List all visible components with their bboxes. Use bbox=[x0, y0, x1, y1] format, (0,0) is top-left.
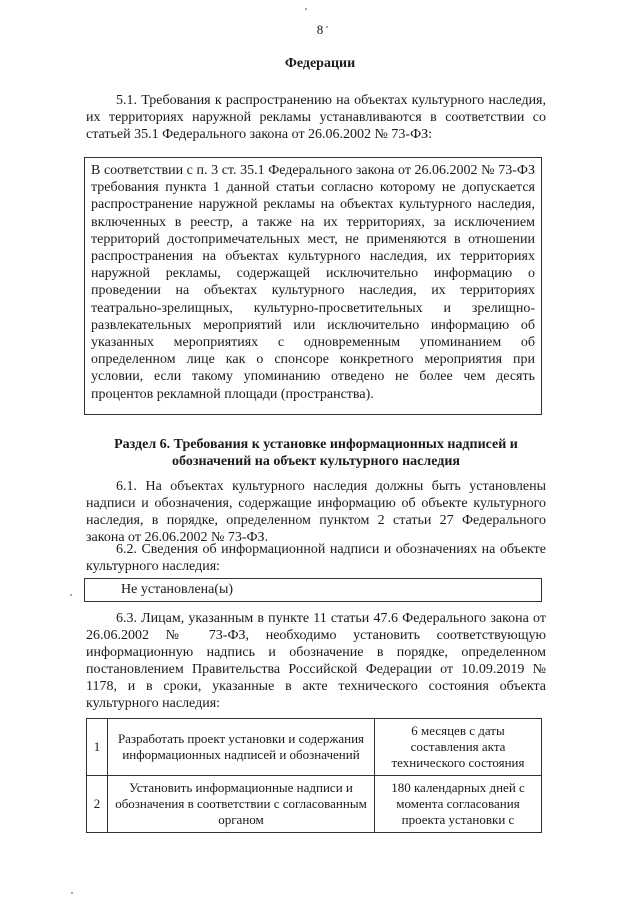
row-deadline: 180 календарных дней с момента согласования проекта установки с bbox=[375, 776, 542, 833]
paragraph-6-1-text: 6.1. На объектах культурного наследия должны быть установлены надписи и обозначения, содержащие информацию об объекте культурного наследия, в порядке, определенном пунктом 2 статьи 27 Федерального закона от 26.06.2002 № 73-ФЗ. bbox=[86, 479, 546, 545]
paragraph-6-2 bbox=[86, 541, 546, 575]
paragraph-5-1 bbox=[86, 92, 546, 143]
row-deadline: 6 месяцев с даты составления акта технического состояния bbox=[375, 719, 542, 776]
scan-speck bbox=[305, 8, 307, 10]
row-number: 2 bbox=[87, 776, 108, 833]
table-row bbox=[87, 719, 542, 776]
actions-table bbox=[86, 718, 542, 833]
page-number: 8 bbox=[316, 22, 324, 37]
row-task: Разработать проект установки и содержания информационных надписей и обозначений bbox=[108, 719, 375, 776]
status-box: Не установлена(ы) bbox=[84, 578, 542, 602]
paragraph-6-3-text: 6.3. Лицам, указанным в пункте 11 статьи 47.6 Федерального закона от 26.06.2002 № 73-ФЗ, необходимо установить соответствующую информационную надпись и обозначение в порядке, определенном постановлением Правительства Российской Федерации от 10.09.2019 № 1178, и в сроки, указанные в акте технического состояния объекта культурного наследия: bbox=[86, 611, 546, 711]
paragraph-6-1 bbox=[86, 478, 546, 546]
row-task: Установить информационные надписи и обозначения в соответствии с согласованным органом bbox=[108, 776, 375, 833]
law-quote-box bbox=[84, 157, 542, 415]
paragraph-6-2-text: 6.2. Сведения об информационной надписи и обозначениях на объекте культурного наследия: bbox=[86, 542, 546, 574]
heading-fragment: Федерации bbox=[284, 56, 356, 71]
section-6-title: Раздел 6. Требования к установке информационных надписей и обозначений на объект культурного наследия bbox=[114, 437, 518, 469]
row-number: 1 bbox=[87, 719, 108, 776]
scan-speck bbox=[70, 594, 72, 596]
paragraph-6-3 bbox=[86, 610, 546, 712]
paragraph-5-1-text: 5.1. Требования к распространению на объектах культурного наследия, их территориях наружной рекламы устанавливаются в соответствии со статьей 35.1 Федерального закона от 26.06.2002 № 73-ФЗ: bbox=[86, 93, 546, 142]
table-row bbox=[87, 776, 542, 833]
scan-speck bbox=[71, 892, 73, 894]
scan-speck bbox=[326, 26, 328, 28]
law-quote-text: В соответствии с п. 3 ст. 35.1 Федерального закона от 26.06.2002 № 73-ФЗ требования пункта 1 данной статьи согласно которому не допускается распространение наружной рекламы на объектах культурного наследия, включенных в реестр, а также на их территориях, за исключением территорий достопримечательных мест, не применяются в отношении распространения на объектах культурного наследия, их территориях наружной рекламы, содержащей исключительно информацию о проведении на объектах культурного наследия, их территориях театрально-зрелищных, культурно-просветительных и зрелищно-развлекательных мероприятий или исключительно информацию об указанных мероприятиях с одновременным упоминанием об определенном лице как о спонсоре конкретного мероприятия при условии, если такому упоминанию отведено не более чем десять процентов рекламной площади (пространства). bbox=[91, 163, 535, 402]
